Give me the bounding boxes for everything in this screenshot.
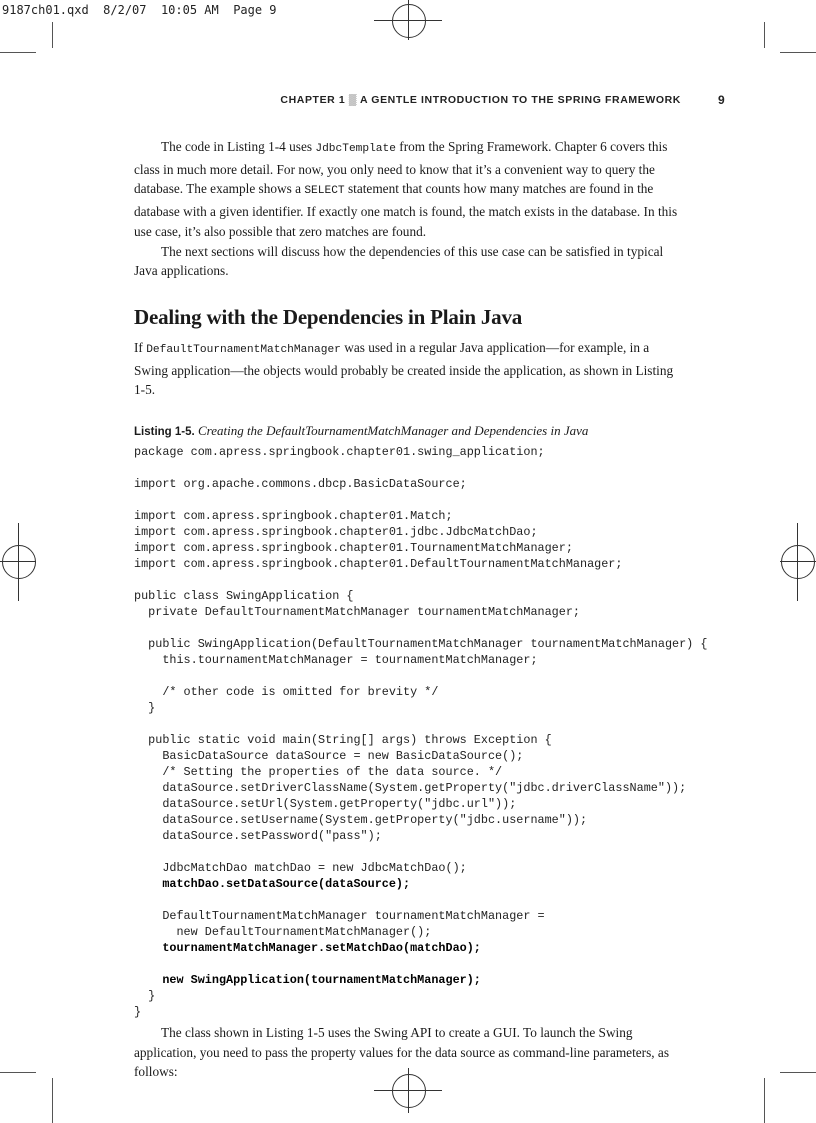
code-line bbox=[134, 956, 682, 972]
slug-line: 9187ch01.qxd 8/2/07 10:05 AM Page 9 bbox=[2, 3, 277, 17]
intro-paragraph-2: The next sections will discuss how the dependencies of this use case can be satisfied in typical Java applications. bbox=[134, 243, 664, 279]
code-line bbox=[134, 716, 682, 732]
inline-code-select: SELECT bbox=[304, 185, 345, 198]
page-content bbox=[134, 137, 708, 1082]
listing-label: Listing 1-5. bbox=[134, 426, 195, 439]
section-heading: Dealing with the Dependencies in Plain Java bbox=[134, 304, 523, 329]
inline-code-jdbctemplate: JdbcTemplate bbox=[315, 143, 396, 155]
code-line: } bbox=[134, 989, 156, 1004]
code-line: new SwingApplication(tournamentMatchManager); bbox=[134, 973, 481, 988]
closing-paragraph: The class shown in Listing 1-5 uses the Swing API to create a GUI. To launch the Swing application, you need to pass the property values for the data source as command-line parameters, as follows: bbox=[134, 1025, 670, 1080]
code-line bbox=[134, 668, 682, 684]
code-line: import com.apress.springbook.chapter01.TournamentMatchManager; bbox=[134, 541, 573, 556]
listing-caption bbox=[134, 423, 682, 439]
code-line: dataSource.setUsername(System.getProperty("jdbc.username")); bbox=[134, 813, 588, 828]
code-line: } bbox=[134, 701, 156, 716]
code-line: package com.apress.springbook.chapter01.swing_application; bbox=[134, 445, 545, 460]
page-number: 9 bbox=[718, 93, 725, 107]
intro-paragraph-1: The code in Listing 1-4 uses JdbcTemplate from the Spring Framework. Chapter 6 covers this class in much more detail. For now, you only need to know that it’s a convenient way to query the database. The example shows a SELECT statement that counts how many matches are found in the database with a given identifier. If exactly one match is found, the match exists in the database. In this use case, it’s also possible that zero matches are found. bbox=[134, 139, 678, 239]
code-line: dataSource.setUrl(System.getProperty("jdbc.url")); bbox=[134, 797, 517, 812]
code-line: private DefaultTournamentMatchManager tournamentMatchManager; bbox=[134, 605, 580, 620]
code-line bbox=[134, 460, 682, 476]
code-line: dataSource.setDriverClassName(System.getProperty("jdbc.driverClassName")); bbox=[134, 781, 687, 796]
code-line: DefaultTournamentMatchManager tournamentMatchManager = bbox=[134, 909, 545, 924]
code-line: public static void main(String[] args) throws Exception { bbox=[134, 733, 552, 748]
listing-title: Creating the DefaultTournamentMatchManager and Dependencies in Java bbox=[197, 423, 589, 439]
section-paragraph: If DefaultTournamentMatchManager was used in a regular Java application—for example, in a Swing application—the objects would probably be created inside the application, as shown in Listing 1-5. bbox=[134, 339, 674, 398]
code-listing bbox=[134, 444, 708, 1020]
code-line: import com.apress.springbook.chapter01.Match; bbox=[134, 509, 453, 524]
code-line: import com.apress.springbook.chapter01.DefaultTournamentMatchManager; bbox=[134, 557, 623, 572]
running-head: CHAPTER 1 ▒ A GENTLE INTRODUCTION TO THE SPRING FRAMEWORK bbox=[280, 94, 681, 106]
inline-code-defaulttournamentmatchmanager: DefaultTournamentMatchManager bbox=[146, 343, 341, 356]
code-line: import com.apress.springbook.chapter01.jdbc.JdbcMatchDao; bbox=[134, 525, 538, 540]
code-line: JdbcMatchDao matchDao = new JdbcMatchDao(); bbox=[134, 861, 467, 876]
code-line: new DefaultTournamentMatchManager(); bbox=[134, 925, 432, 940]
code-line bbox=[134, 620, 682, 636]
code-line: public SwingApplication(DefaultTournamentMatchManager tournamentMatchManager) { bbox=[134, 637, 708, 652]
code-line bbox=[134, 892, 682, 908]
code-line: matchDao.setDataSource(dataSource); bbox=[134, 877, 411, 892]
code-line: /* other code is omitted for brevity */ bbox=[134, 685, 439, 700]
code-line: this.tournamentMatchManager = tournamentMatchManager; bbox=[134, 653, 538, 668]
code-line: public class SwingApplication { bbox=[134, 589, 354, 604]
code-line: tournamentMatchManager.setMatchDao(matchDao); bbox=[134, 941, 481, 956]
code-line: } bbox=[134, 1005, 142, 1020]
code-line bbox=[134, 492, 682, 508]
code-line: import org.apache.commons.dbcp.BasicDataSource; bbox=[134, 477, 467, 492]
code-line bbox=[134, 572, 682, 588]
code-line bbox=[134, 844, 682, 860]
code-line: dataSource.setPassword("pass"); bbox=[134, 829, 382, 844]
code-line: BasicDataSource dataSource = new BasicDataSource(); bbox=[134, 749, 524, 764]
code-line: /* Setting the properties of the data source. */ bbox=[134, 765, 503, 780]
